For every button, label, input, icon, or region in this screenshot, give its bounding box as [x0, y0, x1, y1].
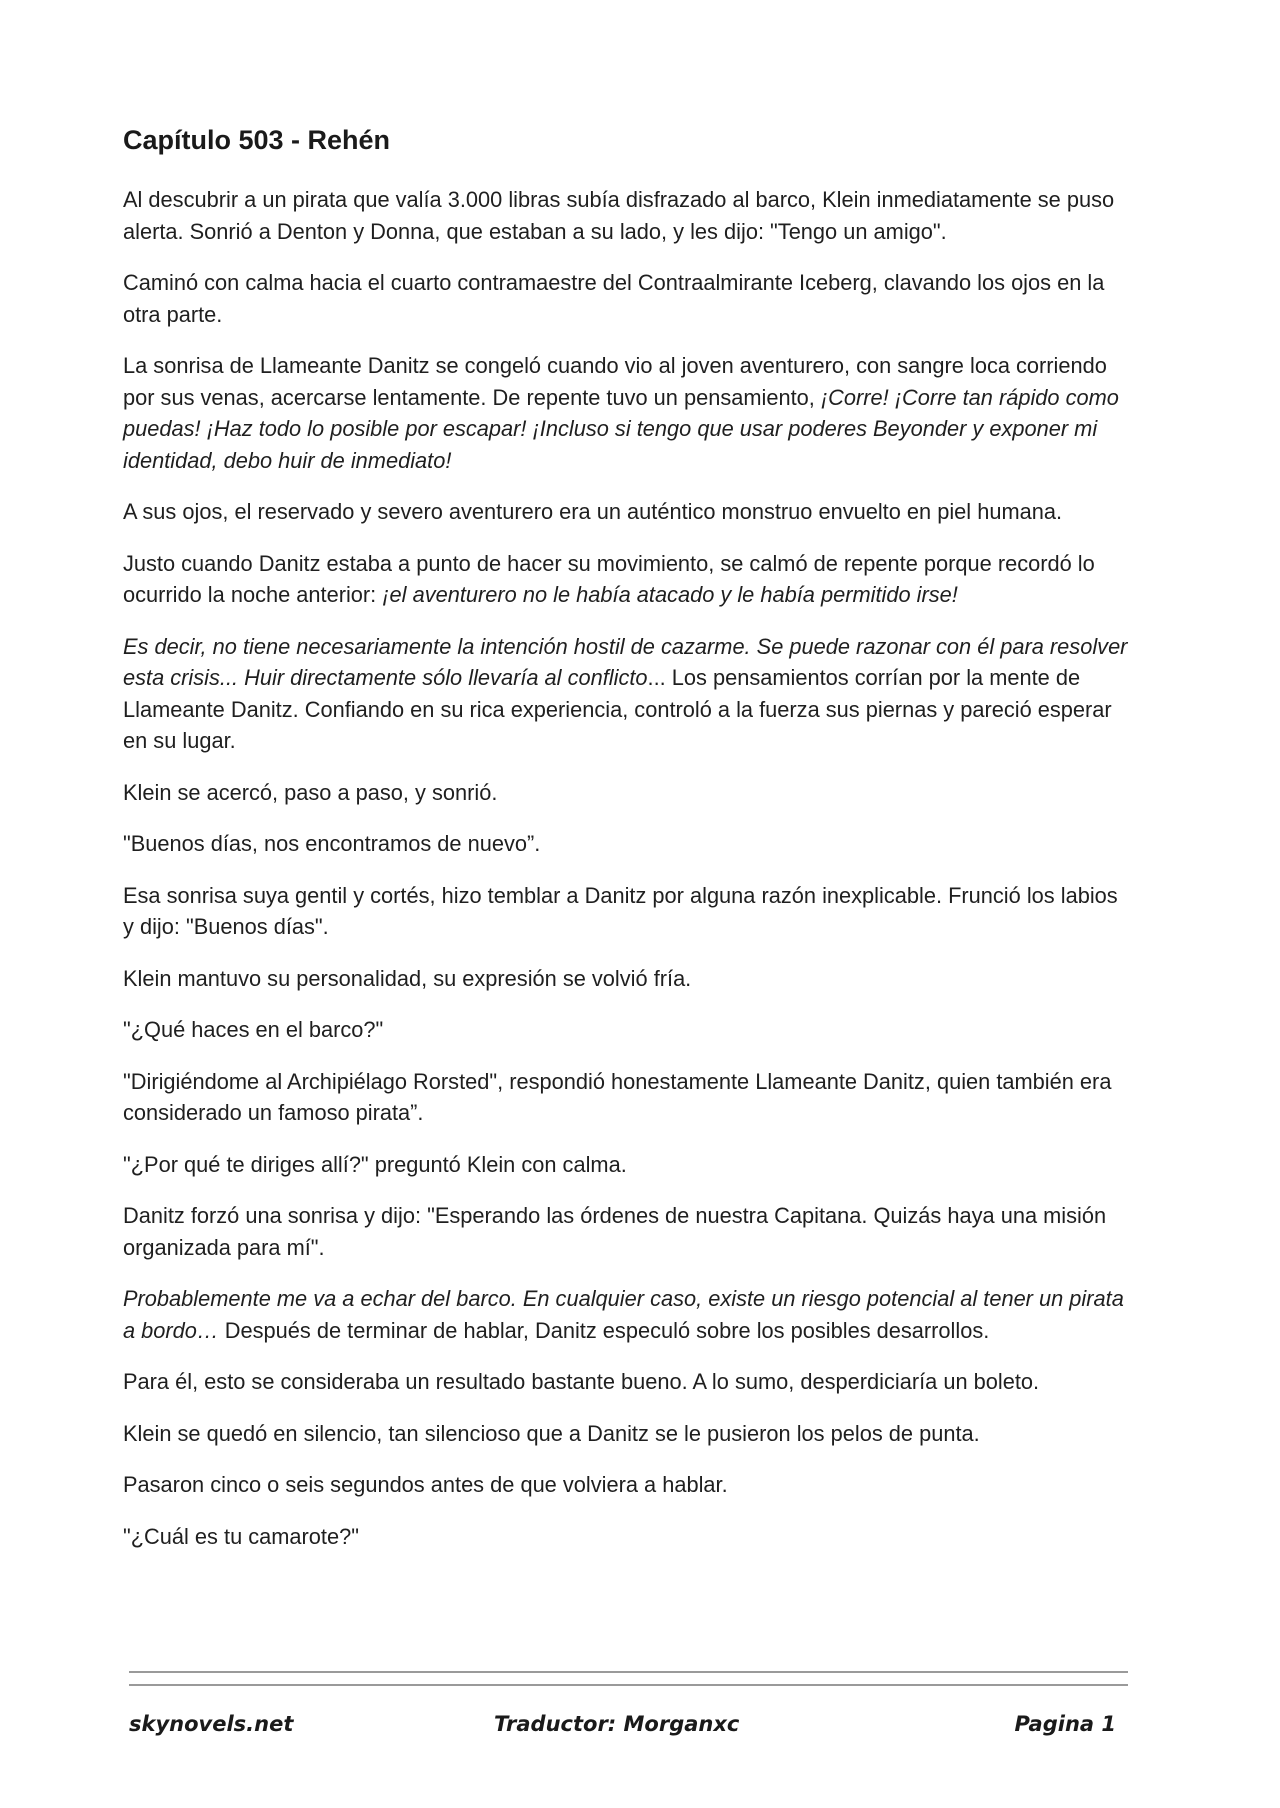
italic-text: Es decir, no tiene necesariamente la intención hostil de cazarme. Se puede razonar con él para resolver esta crisis... Huir directamente sólo llevaría al conflicto [123, 633, 1128, 690]
chapter-body [123, 184, 1133, 1552]
page-footer [129, 1712, 1128, 1748]
paragraph [123, 1283, 1133, 1346]
italic-text: Probablemente me va a echar del barco. En cualquier caso, existe un riesgo potencial al tener un pirata a bordo… [123, 1286, 1124, 1343]
paragraph [123, 1366, 1133, 1398]
footer-page-number: Pagina 1 [1014, 1712, 1116, 1736]
text-run: Después de terminar de hablar, Danitz especuló sobre los posibles desarrollos. [218, 1317, 990, 1343]
text-run: "Buenos días, nos encontramos de nuevo”. [123, 831, 541, 856]
paragraph [123, 1521, 1133, 1553]
footer-translator: Traductor: Morganxc [494, 1712, 740, 1736]
paragraph [123, 1014, 1133, 1046]
footer-rule-top [129, 1671, 1128, 1673]
text-run: Klein se acercó, paso a paso, y sonrió. [123, 779, 498, 805]
text-run: A sus ojos, el reservado y severo aventurero era un auténtico monstruo envuelto en piel humana. [123, 499, 1063, 524]
text-run: "¿Qué haces en el barco?" [123, 1017, 384, 1042]
paragraph [123, 1200, 1133, 1263]
paragraph [123, 1066, 1133, 1129]
paragraph [123, 184, 1133, 247]
text-run: Klein mantuvo su personalidad, su expresión se volvió fría. [123, 965, 692, 991]
paragraph [123, 963, 1133, 995]
footer-divider [129, 1671, 1128, 1697]
paragraph [123, 880, 1133, 943]
text-run: Caminó con calma hacia el cuarto contramaestre del Contraalmirante Iceberg, clavando los ojos en la otra parte. [123, 270, 1105, 327]
text-run: "¿Por qué te diriges allí?" preguntó Klein con calma. [123, 1151, 627, 1177]
chapter-content [123, 118, 1133, 1572]
paragraph [123, 1469, 1133, 1501]
text-run: "¿Cuál es tu camarote?" [123, 1523, 359, 1549]
paragraph [123, 267, 1133, 330]
paragraph [123, 1149, 1133, 1181]
text-run: Danitz forzó una sonrisa y dijo: "Esperando las órdenes de nuestra Capitana. Quizás haya una misión organizada para mí". [123, 1203, 1107, 1260]
paragraph [123, 548, 1133, 611]
text-run: Al descubrir a un pirata que valía 3.000 libras subía disfrazado al barco, Klein inmediatamente se puso alerta. Sonrió a Denton y Donna, que estaban a su lado, y les dijo: "Tengo un amigo". [123, 187, 1115, 244]
text-run: "Dirigiéndome al Archipiélago Rorsted", respondió honestamente Llameante Danitz, quien también era considerado un famoso pirata”. [123, 1068, 1112, 1125]
text-run: Pasaron cinco o seis segundos antes de que volviera a hablar. [123, 1472, 728, 1497]
text-run: ... Los pensamientos corrían por la mente de Llameante Danitz. Confiando en su rica experiencia, controló a la fuerza sus piernas y pareció esperar en su lugar. [123, 665, 1112, 753]
paragraph [123, 828, 1133, 860]
paragraph [123, 1418, 1133, 1450]
paragraph [123, 496, 1133, 528]
chapter-title: Capítulo 503 - Rehén [123, 125, 391, 155]
text-run: La sonrisa de Llameante Danitz se congeló cuando vio al joven aventurero, con sangre loca corriendo por sus venas, acercarse lentamente. De repente tuvo un pensamiento, [123, 353, 1107, 410]
text-run: Klein se quedó en silencio, tan silencioso que a Danitz se le pusieron los pelos de punta. [123, 1420, 980, 1446]
footer-rule-bottom [129, 1684, 1128, 1686]
text-run: Esa sonrisa suya gentil y cortés, hizo temblar a Danitz por alguna razón inexplicable. Frunció los labios y dijo: "Buenos días". [123, 882, 1118, 939]
paragraph [123, 777, 1133, 809]
text-run: Justo cuando Danitz estaba a punto de hacer su movimiento, se calmó de repente porque recordó lo ocurrido la noche anterior: [123, 550, 1095, 607]
italic-text: ¡Corre! ¡Corre tan rápido como puedas! ¡Haz todo lo posible por escapar! ¡Incluso si tengo que usar poderes Beyonder y exponer mi identidad, debo huir de inmediato! [123, 384, 1119, 473]
footer-site: skynovels.net [129, 1712, 294, 1736]
paragraph [123, 631, 1133, 757]
text-run: Para él, esto se consideraba un resultado bastante bueno. A lo sumo, desperdiciaría un boleto. [123, 1369, 1040, 1394]
italic-text: ¡el aventurero no le había atacado y le había permitido irse! [382, 582, 958, 607]
paragraph [123, 350, 1133, 476]
